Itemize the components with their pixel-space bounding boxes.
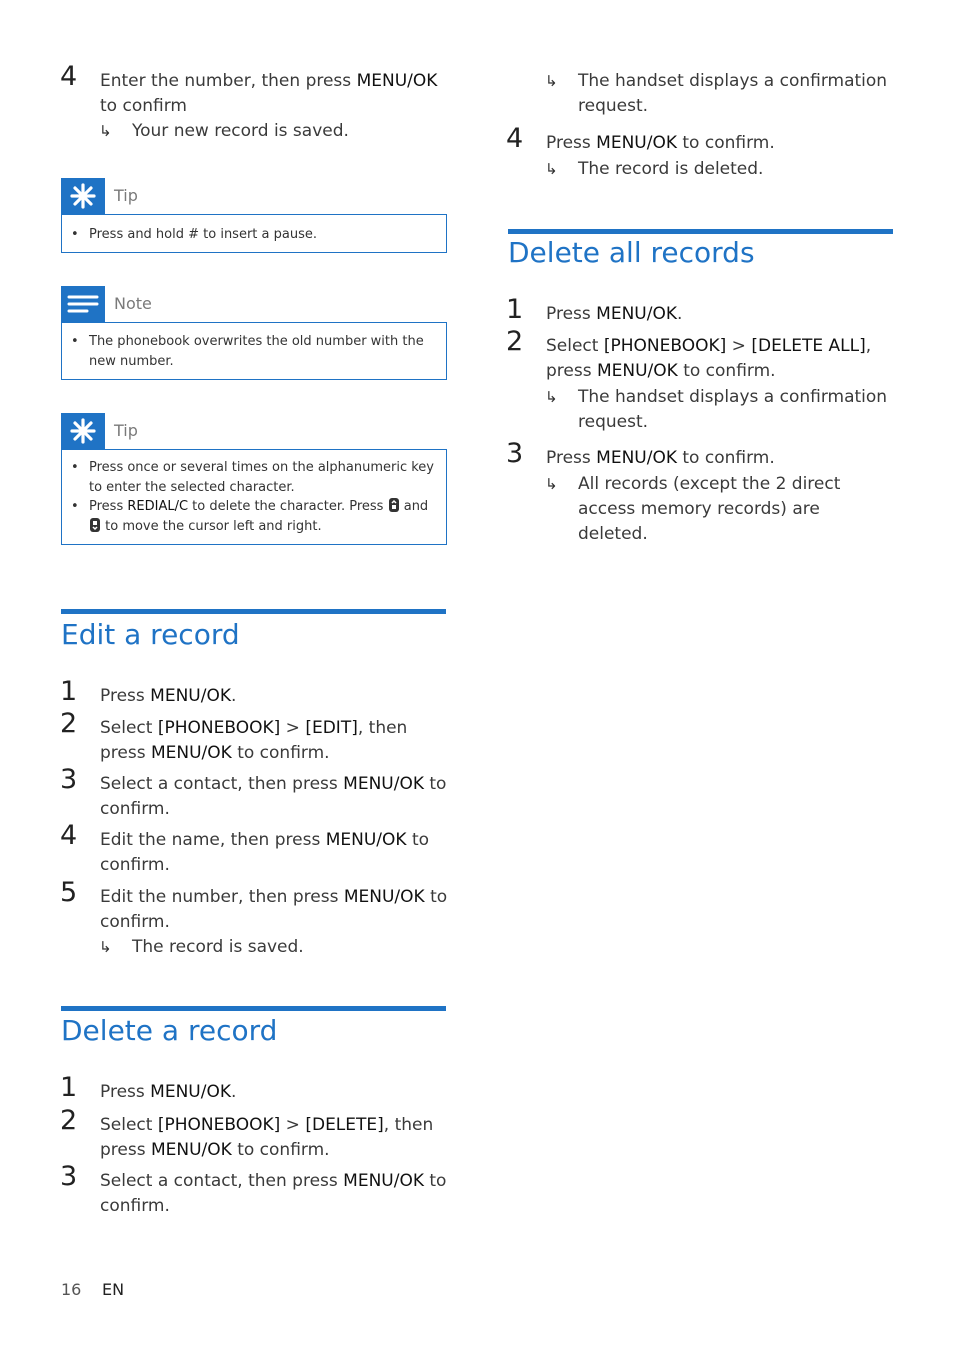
result-all-deleted: ↳ All records (except the 2 direct access memory records) are deleted.	[545, 474, 841, 544]
step-1: 1 Press MENU/OK.	[60, 1072, 237, 1103]
section-rule	[508, 229, 893, 234]
section-rule	[61, 609, 446, 614]
step-2: 2 Select [PHONEBOOK] > [DELETE ALL], press MENU/OK to confirm.	[506, 326, 872, 381]
asterisk-icon	[61, 178, 105, 214]
result-arrow-icon: ↳	[99, 938, 112, 956]
note-header	[61, 286, 447, 324]
list-item: • Press and hold # to insert a pause.	[71, 227, 317, 242]
tip-title: Tip	[114, 186, 138, 205]
tip-box	[61, 214, 447, 253]
section-title-edit: Edit a record	[61, 618, 240, 651]
section-rule	[61, 1006, 446, 1011]
list-item: • Press once or several times on the alphanumeric key to enter the selected character.	[71, 460, 435, 495]
step-1: 1 Press MENU/OK.	[506, 294, 683, 325]
step-3: 3 Select a contact, then press MENU/OK to confirm.	[60, 1161, 447, 1216]
result-confirmation-request: ↳ The handset displays a confirmation request.	[545, 71, 888, 116]
tip-header	[61, 413, 447, 451]
phone-up-key-icon	[388, 497, 400, 513]
result-arrow-icon: ↳	[545, 475, 558, 493]
result-record-saved: ↳ Your new record is saved.	[132, 119, 452, 144]
phone-down-key-icon	[89, 517, 101, 533]
note-title: Note	[114, 294, 152, 313]
section-title-delete-all: Delete all records	[508, 236, 755, 269]
step-2: 2 Select [PHONEBOOK] > [DELETE], then press MENU/OK to confirm.	[60, 1105, 434, 1160]
step-2: 2 Select [PHONEBOOK] > [EDIT], then press MENU/OK to confirm.	[60, 708, 408, 763]
step-number: 4	[60, 61, 78, 92]
step-3: 3 Select a contact, then press MENU/OK to confirm.	[60, 764, 447, 819]
result-arrow-icon: ↳	[545, 72, 558, 90]
step-3: 3 Press MENU/OK to confirm.	[506, 438, 775, 469]
section-title-delete: Delete a record	[61, 1014, 278, 1047]
page-footer	[61, 1280, 125, 1299]
list-item: • The phonebook overwrites the old number with the new number.	[71, 334, 424, 369]
tip-title: Tip	[114, 421, 138, 440]
step-1: 1 Press MENU/OK.	[60, 676, 237, 707]
result-arrow-icon: ↳	[545, 160, 558, 178]
tip-header	[61, 178, 447, 216]
asterisk-icon	[61, 413, 105, 449]
result-record-deleted: ↳ The record is deleted.	[578, 157, 888, 182]
result-confirmation-request: ↳ The handset displays a confirmation request.	[545, 387, 888, 432]
step-4: 4 Edit the name, then press MENU/OK to confirm.	[60, 820, 430, 875]
page-number: 16	[61, 1280, 82, 1299]
tip-box	[61, 449, 447, 545]
note-box	[61, 322, 447, 380]
result-arrow-icon: ↳	[545, 388, 558, 406]
step-4-confirm: 4 Press MENU/OK to confirm.	[506, 123, 775, 154]
lines-icon	[61, 286, 105, 322]
result-record-saved: ↳ The record is saved.	[132, 935, 452, 960]
list-item: • Press REDIAL/C to delete the character. Press and to move the cursor left and right.	[71, 499, 429, 534]
step-5: 5 Edit the number, then press MENU/OK to confirm.	[60, 877, 448, 932]
language-code: EN	[102, 1280, 125, 1299]
step-4-enter-number: 4 Enter the number, then press MENU/OK to confirm	[60, 61, 438, 116]
result-arrow-icon: ↳	[99, 122, 112, 140]
